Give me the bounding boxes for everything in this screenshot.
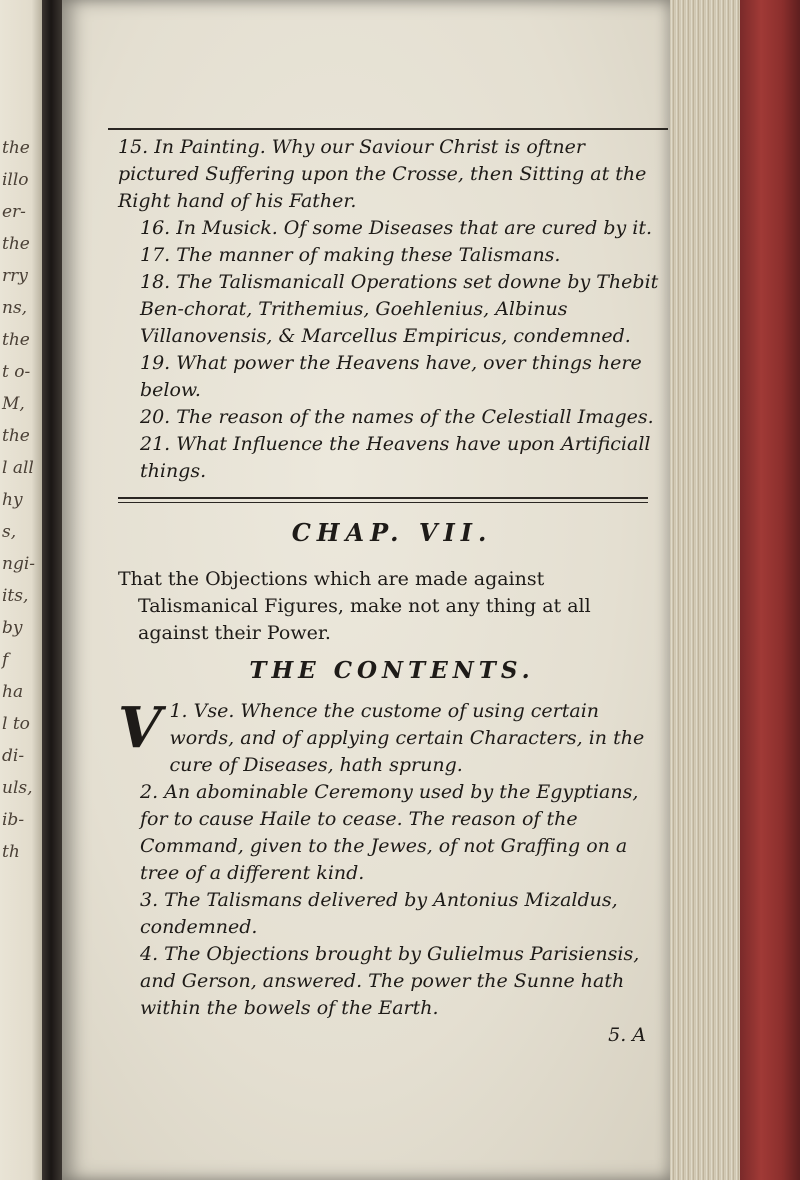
left-page-fragment: s, bbox=[2, 522, 17, 542]
contents-item-2: 2. An abominable Ceremony used by the Egyptians, for to cause Haile to cease. The reason of the Command, given to the Jewes, of not Graffing on a tree of a different kind. bbox=[140, 781, 639, 884]
left-page-fragment: l all bbox=[2, 458, 34, 478]
left-page-fragment: ib- bbox=[2, 810, 25, 830]
contents-item-3: 3. The Talismans delivered by Antonius Mizaldus, condemned. bbox=[140, 889, 618, 938]
left-page-fragment: t o- bbox=[2, 362, 31, 382]
item-20-text: 20. The reason of the names of the Celestiall Images. bbox=[140, 406, 654, 428]
left-page-fragment: ns, bbox=[2, 298, 28, 318]
item-1-text-2: and of applying certain Characters, in the bbox=[240, 727, 645, 749]
left-page-fragment: f bbox=[2, 650, 9, 670]
contents-item-19 bbox=[118, 350, 666, 404]
item-16-text-2: by it. bbox=[603, 217, 653, 239]
item-19-text: 19. What power the Heavens have, over things bbox=[140, 352, 592, 374]
left-page-fragment: the bbox=[2, 234, 30, 254]
contents-heading: THE CONTENTS. bbox=[249, 657, 535, 684]
drop-cap: V bbox=[118, 695, 162, 761]
item-15-text-3: Right hand of his Father. bbox=[118, 190, 357, 212]
contents-item-15 bbox=[118, 134, 666, 215]
left-page-fragment: di- bbox=[2, 746, 25, 766]
left-page-fragment: ngi- bbox=[2, 554, 36, 574]
left-page-fragment: the bbox=[2, 330, 30, 350]
item-17-text: 17. The manner of making these Talismans. bbox=[140, 244, 561, 266]
left-page-edge bbox=[0, 0, 42, 1180]
left-page-fragment: by bbox=[2, 618, 23, 638]
item-21-text: 21. What Influence the Heavens have upon Artificiall things. bbox=[140, 433, 651, 482]
book-cover bbox=[740, 0, 800, 1180]
left-page-fragment: its, bbox=[2, 586, 29, 606]
contents-item-21 bbox=[118, 431, 666, 485]
item-1-text-3: cure of Diseases, hath sprung. bbox=[169, 754, 463, 776]
left-page-fragment: er- bbox=[2, 202, 26, 222]
item-16-text: 16. In Musick. Of some Diseases that are cured bbox=[140, 217, 598, 239]
section-rule bbox=[118, 497, 648, 503]
left-page-fragment: ha bbox=[2, 682, 24, 702]
item-15-text-2: pictured Suffering upon the Crosse, then Sitting at the bbox=[118, 163, 647, 185]
left-page-fragment: illo bbox=[2, 170, 29, 190]
contents-item-20 bbox=[118, 404, 666, 431]
chapter-heading: CHAP. VII. bbox=[291, 518, 493, 547]
item-18-text-2: Villanovensis, & Marcellus Empiricus, condemned. bbox=[140, 325, 631, 347]
item-18-text: 18. The Talismanicall Operations set downe by Thebit Ben-chorat, Trithemius, Goehlenius, Albinus bbox=[140, 271, 659, 320]
item-1-number: 1. bbox=[169, 700, 188, 722]
contents-item-4: 4. The Objections brought by Gulielmus Parisiensis, and Gerson, answered. The power the Sunne hath within the bowels of the Earth. bbox=[140, 943, 640, 1019]
item-15-text: 15. In Painting. Why our Saviour Christ is oftner bbox=[118, 136, 585, 158]
contents-item-18 bbox=[118, 269, 666, 350]
left-page-fragment: the bbox=[2, 426, 30, 446]
item-1-text: Vse. Whence the custome of using certain words, bbox=[169, 700, 600, 749]
chapter-title: That the Objections which are made against Talismanical Figures, make not any thing at all against their Power. bbox=[118, 568, 591, 644]
top-rule bbox=[108, 128, 668, 130]
left-page-fragment: the bbox=[2, 138, 30, 158]
left-page-fragment: l to bbox=[2, 714, 30, 734]
contents-item-17 bbox=[118, 242, 666, 269]
contents-item-16 bbox=[118, 215, 666, 242]
left-page-fragment: uls, bbox=[2, 778, 33, 798]
left-page-fragment: M, bbox=[2, 394, 25, 414]
contents-item-1 bbox=[118, 695, 666, 779]
book-gutter bbox=[42, 0, 62, 1180]
item-19-text-2: here below. bbox=[140, 352, 642, 401]
left-page-fragment: th bbox=[2, 842, 20, 862]
left-page-fragment: rry bbox=[2, 266, 28, 286]
left-page-fragment: hy bbox=[2, 490, 23, 510]
signature-mark: 5. A bbox=[608, 1024, 646, 1046]
page-text bbox=[118, 128, 666, 1049]
